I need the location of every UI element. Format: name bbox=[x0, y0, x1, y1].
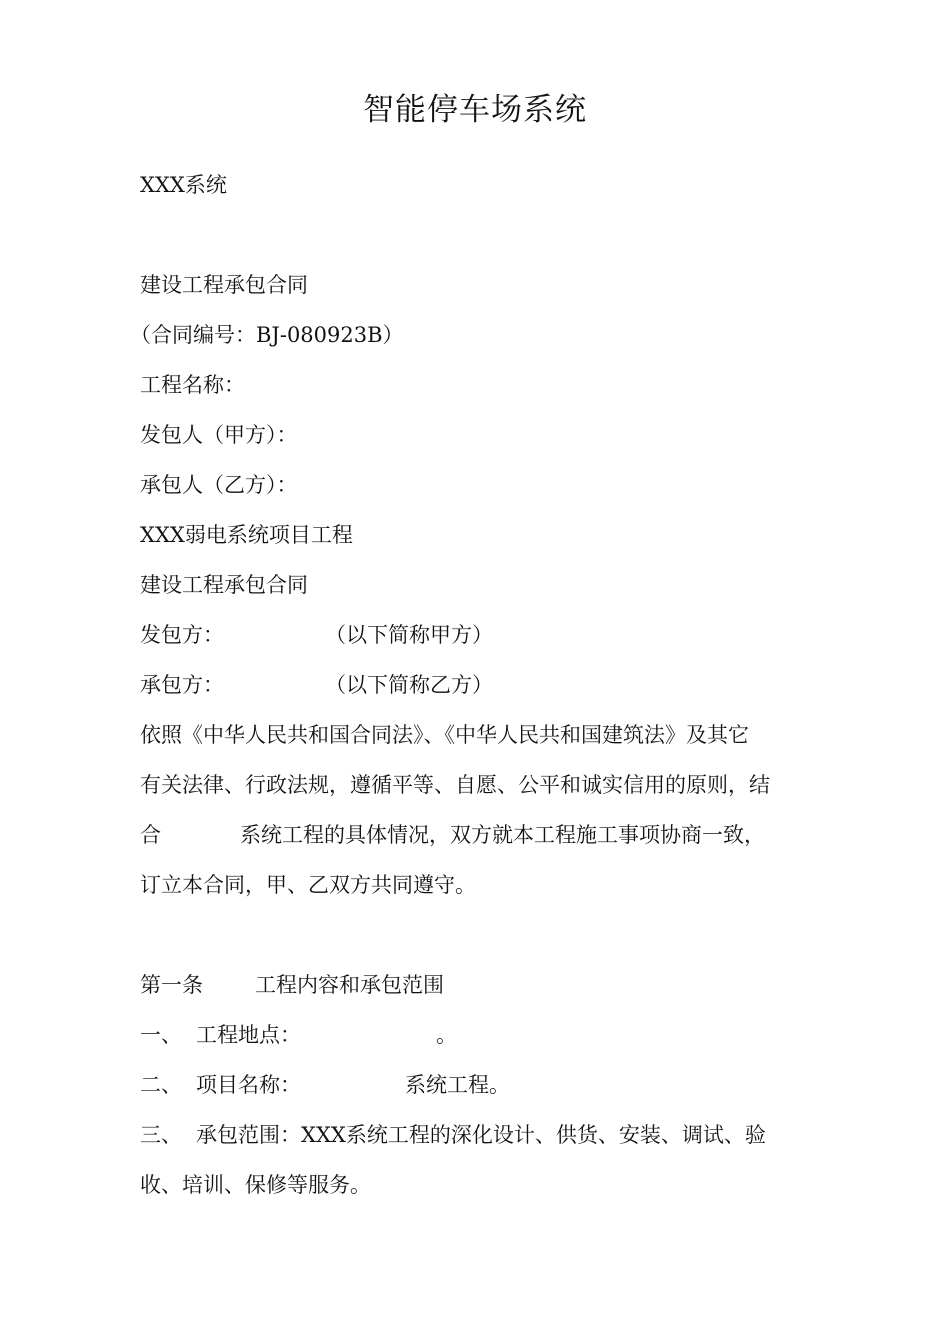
project-name-label: 工程名称： bbox=[140, 373, 245, 397]
item-2-label: 项目名称： bbox=[196, 1073, 301, 1097]
preamble-line-3-rest: 系统工程的具体情况，双方就本工程施工事项协商一致， bbox=[240, 823, 765, 847]
preamble-line-3-start: 合 bbox=[140, 823, 161, 847]
employer-label: 发包人（甲方）： bbox=[140, 423, 298, 447]
preamble-line-4: 订立本合同，甲、乙双方共同遵守。 bbox=[140, 873, 476, 897]
contract-number: （合同编号：BJ-080923B） bbox=[130, 323, 404, 347]
contract-title-repeat: 建设工程承包合同 bbox=[140, 573, 308, 597]
item-3-number: 三、 bbox=[140, 1123, 182, 1147]
item-2 bbox=[140, 1070, 840, 1100]
item-1 bbox=[140, 1020, 840, 1050]
project-title: XXX弱电系统项目工程 bbox=[140, 523, 353, 547]
contract-title: 建设工程承包合同 bbox=[140, 273, 308, 297]
item-3-continued: 收、培训、保修等服务。 bbox=[140, 1173, 371, 1197]
item-3 bbox=[140, 1120, 840, 1150]
item-1-label: 工程地点： bbox=[196, 1023, 301, 1047]
preamble-line-3 bbox=[140, 820, 840, 850]
system-label: XXX系统 bbox=[140, 173, 227, 197]
party-a-line bbox=[140, 620, 840, 650]
document-title: 智能停车场系统 bbox=[363, 92, 587, 128]
item-1-end: 。 bbox=[436, 1023, 457, 1047]
item-2-value: 系统工程。 bbox=[405, 1073, 510, 1097]
contractor-label: 承包人（乙方）： bbox=[140, 473, 298, 497]
item-2-number: 二、 bbox=[140, 1073, 182, 1097]
party-a-note: （以下简称甲方） bbox=[325, 623, 493, 647]
article-1-title: 工程内容和承包范围 bbox=[255, 973, 444, 997]
item-1-number: 一、 bbox=[140, 1023, 182, 1047]
preamble-line-2: 有关法律、行政法规，遵循平等、自愿、公平和诚实信用的原则，结 bbox=[140, 773, 770, 797]
article-1-number: 第一条 bbox=[140, 973, 203, 997]
party-b-note: （以下简称乙方） bbox=[325, 673, 493, 697]
party-b-line bbox=[140, 670, 840, 700]
preamble-line-1: 依照《中华人民共和国合同法》、《中华人民共和国建筑法》及其它 bbox=[140, 723, 749, 747]
article-1-heading bbox=[140, 970, 840, 1000]
party-a-label: 发包方： bbox=[140, 623, 224, 647]
item-3-text: 承包范围：XXX系统工程的深化设计、供货、安装、调试、验 bbox=[196, 1123, 766, 1147]
party-b-label: 承包方： bbox=[140, 673, 224, 697]
